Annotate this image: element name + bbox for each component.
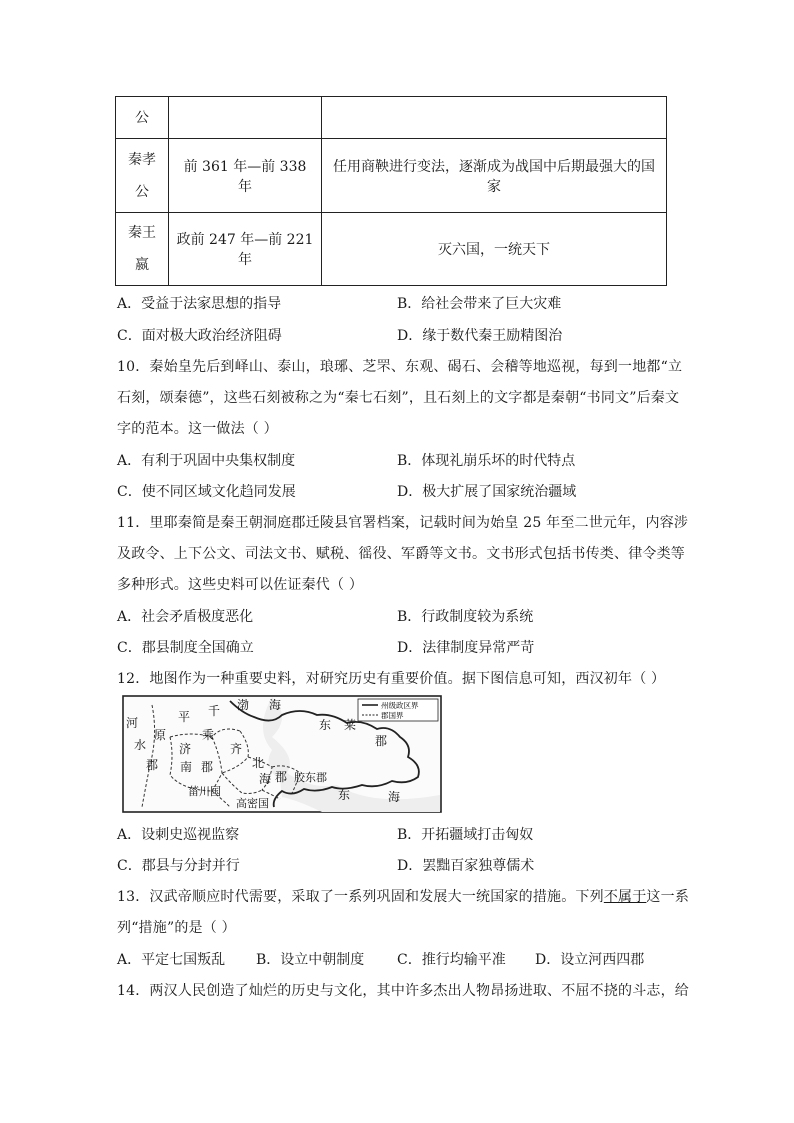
q12-option-c[interactable]: C．郡县与分封并行 (117, 858, 240, 874)
map-label: 平 (178, 710, 191, 724)
event-cell (322, 97, 667, 139)
map-label: 渤 (237, 698, 250, 712)
map-label: 菑川国 (188, 785, 221, 798)
q11-option-d[interactable]: D．法律制度异常严苛 (397, 640, 535, 656)
map-label: 千 (208, 704, 221, 718)
q13-option-a[interactable]: A．平定七国叛乱 (117, 952, 226, 968)
q9-option-b[interactable]: B．给社会带来了巨大灾难 (397, 296, 562, 312)
event-cell: 灭六国，一统天下 (322, 213, 667, 286)
q10-option-b[interactable]: B．体现礼崩乐坏的时代特点 (397, 453, 576, 469)
q10-stem-line: 10．秦始皇先后到峄山、泰山，琅琊、芝罘、东观、碣石、会稽等地巡视，每到一地都“立 (117, 359, 683, 375)
q13-stem-text: 13．汉武帝顺应时代需要，采取了一系列巩固和发展大一统国家的措施。下列 (117, 889, 604, 905)
map-label: 齐 (230, 742, 243, 756)
western-han-map (122, 695, 442, 813)
q11-option-a[interactable]: A．社会矛盾极度恶化 (117, 609, 254, 625)
map-label: 东 (338, 788, 351, 802)
q13-option-c[interactable]: C．推行均输平准 (397, 952, 506, 968)
q13-stem-line: 列“措施”的是（ ） (117, 920, 236, 936)
map-label: 胶东郡 (294, 771, 327, 784)
period-cell (169, 97, 322, 139)
map-label: 东 (319, 718, 332, 732)
map-label: 郡 (275, 770, 288, 784)
q11-stem-line: 及政令、上下公文、司法文书、赋税、徭役、军爵等文书。文书形式包括书传类、律令类等 (117, 546, 685, 562)
map-label: 水 (134, 738, 147, 752)
ruler-line: 公 (135, 183, 149, 200)
legend-label: 郡国界 (381, 711, 404, 720)
q10-option-c[interactable]: C．使不同区域文化趋同发展 (117, 484, 296, 500)
ruler-cell: 公 (116, 97, 169, 139)
ruler-cell (116, 139, 169, 213)
q10-stem-line: 字的范本。这一做法（ ） (117, 421, 278, 437)
q9-option-d[interactable]: D．缘于数代秦王励精图治 (397, 328, 563, 344)
q13-option-b[interactable]: B．设立中朝制度 (256, 952, 365, 968)
q13-stem-line (117, 886, 689, 906)
map-label: 莱 (344, 718, 357, 732)
q10-option-d[interactable]: D．极大扩展了国家统治疆域 (397, 484, 577, 500)
q9-option-c[interactable]: C．面对极大政治经济阻碍 (117, 328, 282, 344)
map-label: 原 (154, 728, 167, 742)
ruler-cell (116, 213, 169, 286)
q11-stem-line: 11．里耶秦简是秦王朝洞庭郡迁陵县官署档案，记载时间为始皇 25 年至二世元年，内容涉 (117, 515, 689, 531)
q14-stem-line: 14．两汉人民创造了灿烂的历史与文化，其中许多杰出人物昂扬进取、不屈不挠的斗志，给 (117, 983, 690, 999)
map-label: 济 (179, 742, 192, 756)
ruler-line: 嬴 (135, 257, 149, 273)
period-cell: 政前 247 年—前 221 年 (169, 213, 322, 286)
period-cell: 前 361 年—前 338 年 (169, 139, 322, 213)
map-label: 高密国 (236, 797, 269, 810)
table-row (116, 213, 667, 286)
q9-option-a[interactable]: A．受益于法家思想的指导 (117, 296, 282, 312)
q13-option-d[interactable]: D．设立河西四郡 (535, 952, 645, 968)
q13-emphasis: 不属于 (603, 889, 647, 905)
q11-option-b[interactable]: B．行政制度较为系统 (397, 609, 534, 625)
history-table (115, 96, 667, 286)
q12-option-a[interactable]: A．设刺史巡视监察 (117, 827, 240, 843)
map-label: 北 (252, 756, 265, 770)
map-label: 乘 (202, 728, 215, 742)
q12-stem-line: 12．地图作为一种重要史料，对研究历史有重要价值。据下图信息可知，西汉初年（ ） (117, 671, 666, 687)
q12-option-d[interactable]: D．罢黜百家独尊儒术 (397, 858, 535, 874)
map-label: 海 (259, 772, 272, 786)
q10-option-a[interactable]: A．有利于巩固中央集权制度 (117, 453, 296, 469)
legend-label: 州级政区界 (381, 701, 419, 710)
ruler-line: 秦王 (128, 225, 156, 241)
q12-option-b[interactable]: B．开拓疆域打击匈奴 (397, 827, 534, 843)
q10-stem-line: 石刻，颂秦德”，这些石刻被称之为“秦七石刻”，且石刻上的文字都是秦朝“书同文”后秦文 (117, 390, 680, 406)
table-row (116, 139, 667, 213)
table-row (116, 97, 667, 139)
q13-stem-text: 这一系 (646, 889, 690, 905)
map-label: 郡 (146, 758, 159, 772)
map-label: 南 (180, 760, 193, 774)
map-label: 郡 (375, 734, 388, 748)
map-label: 郡 (201, 760, 214, 774)
map-label: 海 (269, 698, 282, 712)
ruler-line: 秦孝 (128, 151, 156, 168)
map-label: 海 (388, 790, 401, 804)
q11-option-c[interactable]: C．郡县制度全国确立 (117, 640, 254, 656)
q11-stem-line: 多种形式。这些史料可以佐证秦代（ ） (117, 577, 364, 593)
event-cell: 任用商鞅进行变法，逐渐成为战国中后期最强大的国家 (322, 139, 667, 213)
map-label: 河 (126, 716, 139, 730)
